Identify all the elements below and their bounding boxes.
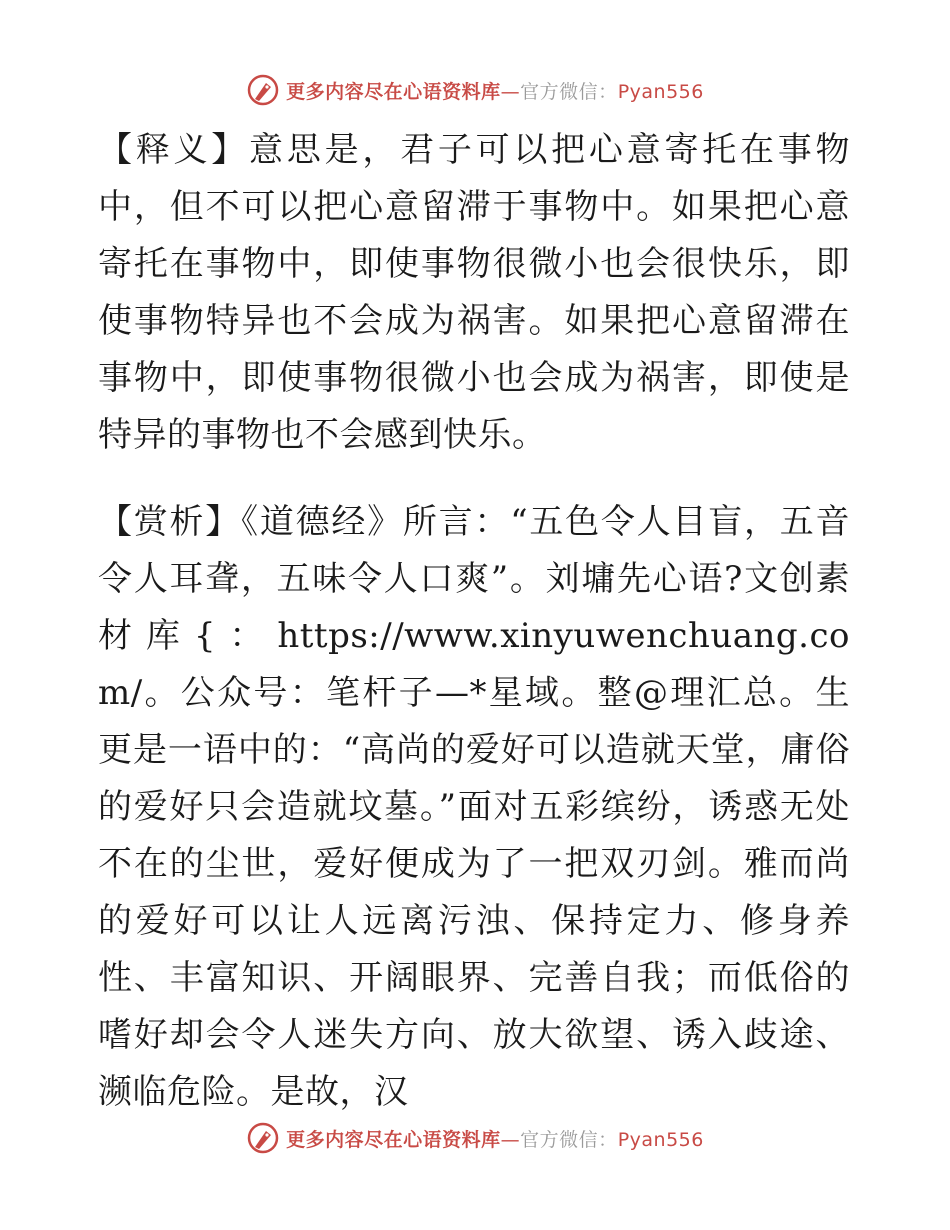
header-banner [0, 70, 950, 110]
pen-nib-logo-icon [246, 73, 280, 107]
footer-banner-dash: — [500, 1128, 521, 1151]
header-banner-main: 更多内容尽在心语资料库 [286, 80, 501, 103]
paragraph-analysis: 【赏析】《道德经》所言：“五色令人目盲，五音令人耳聋，五味令人口爽”。刘墉先心语?文创素材库{：https://www.xinyuwenchuang.com/。公众号：笔杆子—*星域。整@理汇总。生更是一语中的：“高尚的爱好可以造就天堂，庸俗的爱好只会造就坟墓。”面对五彩缤纷，诱惑无处不在的尘世，爱好便成为了一把双刃剑。雅而尚的爱好可以让人远离污浊、保持定力、修身养性、丰富知识、开阔眼界、完善自我；而低俗的嗜好却会令人迷失方向、放大欲望、诱入歧途、濒临危险。是故，汉 [98, 502, 850, 1112]
footer-banner-main: 更多内容尽在心语资料库 [286, 1128, 501, 1151]
footer-banner-wechat-id: Pyan556 [617, 1128, 704, 1151]
header-banner-wechat-id: Pyan556 [617, 80, 704, 103]
pen-nib-logo-icon [246, 1121, 280, 1155]
footer-banner-text [286, 1125, 704, 1152]
footer-banner-wechat-label: 官方微信： [520, 1128, 618, 1151]
footer-banner [0, 1118, 950, 1158]
header-banner-text [286, 77, 704, 104]
paragraph-definition: 【释义】意思是，君子可以把心意寄托在事物中，但不可以把心意留滞于事物中。如果把心意寄托在事物中，即使事物很微小也会很快乐，即使事物特异也不会成为祸害。如果把心意留滞在事物中，即使事物很微小也会成为祸害，即使是特异的事物也不会感到快乐。 [98, 130, 850, 455]
header-banner-wechat-label: 官方微信： [520, 80, 618, 103]
document-body [98, 122, 850, 1121]
header-banner-dash: — [500, 80, 521, 103]
